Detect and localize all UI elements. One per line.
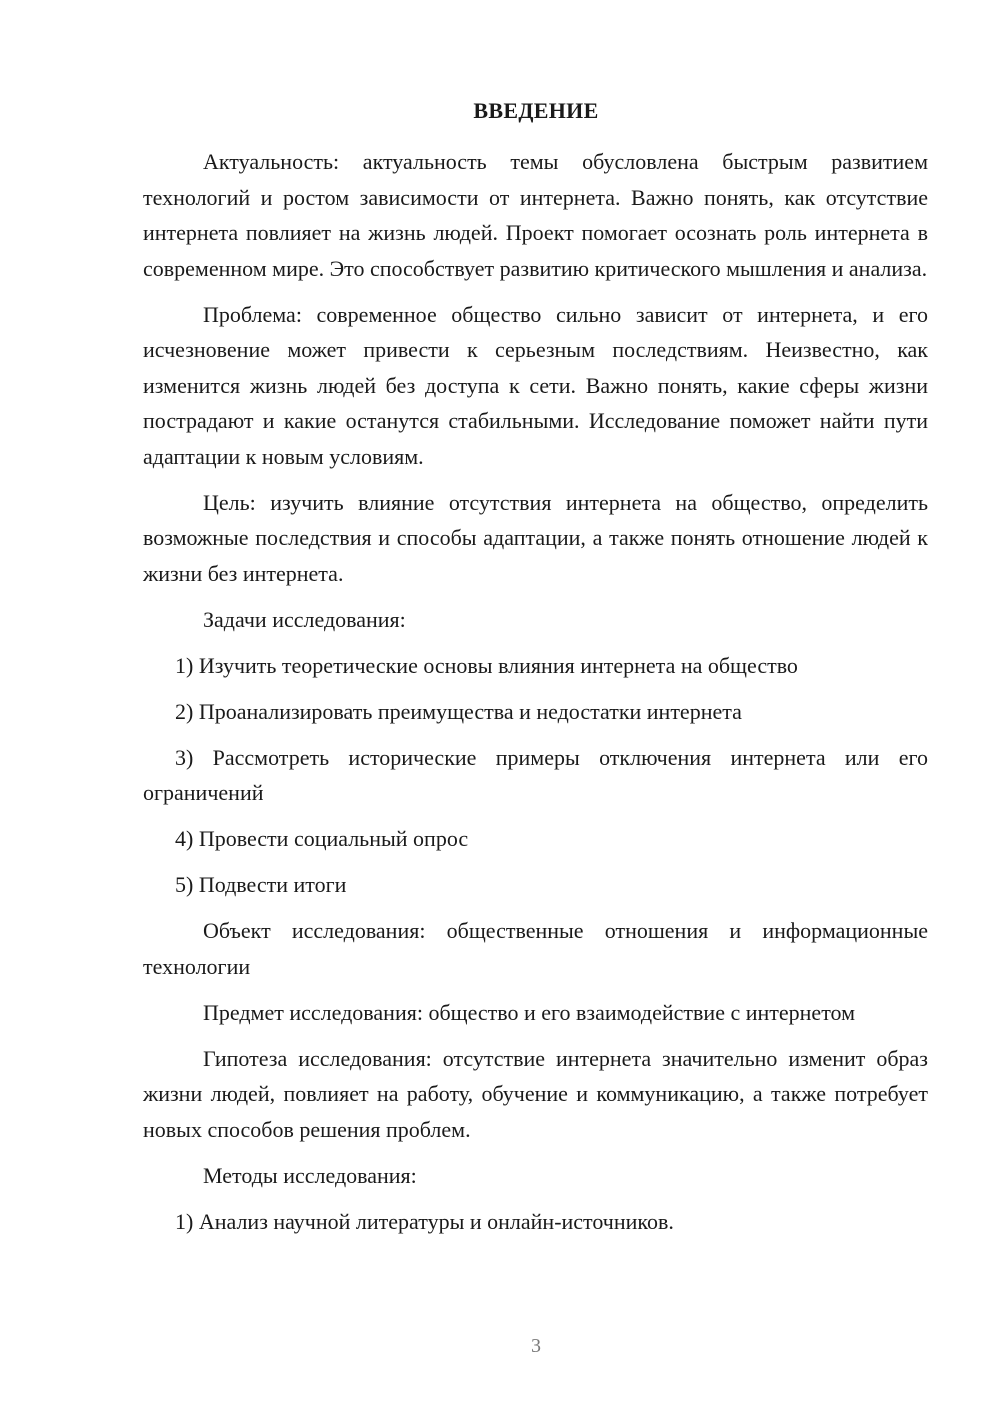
goal-paragraph: Цель: изучить влияние отсутствия интернета на общество, определить возможные последствия и способы адаптации, а также понять отношение людей к жизни без интернета. [143,489,928,586]
document-body [143,144,928,1250]
page-title: ВВЕДЕНИЕ [473,98,599,123]
relevance-paragraph: Актуальность: актуальность темы обусловлена быстрым развитием технологий и ростом зависимости от интернета. Важно понять, как отсутствие интернета повлияет на жизнь людей. Проект помогает осознать роль интернета в современном мире. Это способствует развитию критического мышления и анализа. [143,149,928,281]
task-item: 2) Проанализировать преимущества и недостатки интернета [175,698,742,724]
task-item: 5) Подвести итоги [175,872,347,897]
problem-paragraph: Проблема: современное общество сильно зависит от интернета, и его исчезновение может привести к серьезным последствиям. Неизвестно, как изменится жизнь людей без доступа к сети. Важно понять, какие сферы жизни пострадают и какие останутся стабильными. Исследование поможет найти пути адаптации к новым условиям. [143,301,928,469]
subject-paragraph: Предмет исследования: общество и его взаимодействие с интернетом [203,999,856,1025]
task-item: 4) Провести социальный опрос [175,826,469,851]
method-item: 1) Анализ научной литературы и онлайн-источников. [175,1208,674,1234]
methods-heading: Методы исследования: [203,1162,417,1188]
page-number: 3 [531,1335,541,1357]
task-item: 3) Рассмотреть исторические примеры отключения интернета или его ограничений [143,744,928,805]
task-item: 1) Изучить теоретические основы влияния интернета на общество [175,652,798,678]
object-paragraph: Объект исследования: общественные отношения и информационные технологии [143,918,928,979]
tasks-heading: Задачи исследования: [203,606,406,632]
hypothesis-paragraph: Гипотеза исследования: отсутствие интернета значительно изменит образ жизни людей, повлияет на работу, обучение и коммуникацию, а также потребует новых способов решения проблем. [143,1045,928,1142]
